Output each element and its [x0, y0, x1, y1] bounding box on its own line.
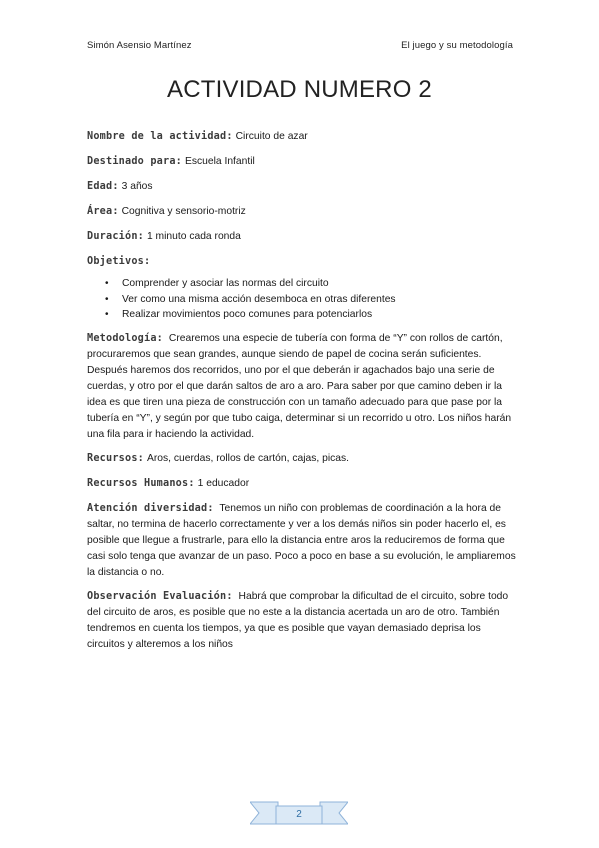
- field-value: Crearemos una especie de tubería con forma de “Y” con rollos de cartón, procuraremos que sean grandes, aunque siendo de papel de cocina serán suficientes. Después haremos dos recorridos, uno por el que deberán ir agachados bajo una serie de cuerdas, y otro por el que darán saltos de aro a aro. Para saber por que camino deben ir la idea es que tiren una pieza de construcción con un tamaño adecuado para que pase por la tubería en “Y”, y según por que tubo caiga, determinar si un recorrido u otro. Los niños harán una fila para ir haciendo la actividad.: [87, 332, 512, 440]
- field-value: Aros, cuerdas, rollos de cartón, cajas, picas.: [146, 452, 349, 464]
- field-value: Escuela Infantil: [184, 156, 255, 167]
- field-label: Metodología:: [87, 332, 164, 344]
- field-label: Área:: [87, 206, 119, 217]
- field-label: Observación Evaluación:: [87, 590, 233, 602]
- field-duracion: [87, 229, 517, 244]
- field-area: [87, 204, 517, 219]
- field-label: Nombre de la actividad:: [87, 131, 233, 142]
- field-recursos: [87, 451, 517, 466]
- objective-text: Comprender y asociar las normas del circuito: [122, 278, 329, 289]
- field-value: Habrá que comprobar la dificultad de el circuito, sobre todo del circuito de aros, es posible que no este a la distancia acertada un aro de otro. También tendremos en cuenta los tiempos, ya que es posible que vayan demasiado deprisa los circuitos y alteremos a los niños: [87, 590, 509, 650]
- list-item: [105, 276, 517, 292]
- field-label: Objetivos:: [87, 256, 151, 267]
- field-recursos-humanos: [87, 476, 517, 491]
- field-label: Recursos Humanos:: [87, 477, 195, 489]
- field-label: Atención diversidad:: [87, 502, 214, 514]
- field-value: 3 años: [121, 181, 153, 192]
- field-atencion-diversidad: [87, 501, 517, 581]
- field-objetivos: [87, 254, 517, 269]
- activity-content: [87, 129, 517, 661]
- field-label: Recursos:: [87, 452, 145, 464]
- bullet-icon: •: [105, 293, 109, 305]
- list-item: [105, 292, 517, 308]
- page-number: 2: [296, 809, 302, 820]
- field-value: Tenemos un niño con problemas de coordinación a la hora de saltar, no termina de hacerlo correctamente y ver a los demás niños sin poder hacerlo el, es posible que llegue a frustrarle, para ello la distancia entre aros la reduciremos de forma que casi solo tenga que avanzar de un paso. Poco a poco en base a su evolución, le ampliaremos la distancia o no.: [87, 502, 516, 578]
- field-value: Circuito de azar: [235, 131, 308, 142]
- field-value: 1 educador: [197, 477, 250, 489]
- field-label: Duración:: [87, 231, 145, 242]
- list-item: [105, 307, 517, 323]
- field-label: Edad:: [87, 181, 119, 192]
- field-edad: [87, 179, 517, 194]
- bullet-icon: •: [105, 278, 109, 289]
- field-label: Destinado para:: [87, 156, 183, 167]
- objective-text: Ver como una misma acción desemboca en otras diferentes: [122, 293, 396, 305]
- objectives-list: [87, 276, 517, 323]
- ribbon-left-tail: [250, 802, 278, 824]
- page-title: ACTIVIDAD NUMERO 2: [167, 76, 432, 103]
- field-value: Cognitiva y sensorio-motriz: [121, 206, 246, 217]
- field-nombre: [87, 129, 517, 144]
- ribbon-right-tail: [320, 802, 348, 824]
- objective-text: Realizar movimientos poco comunes para potenciarlos: [122, 309, 373, 320]
- field-observacion-evaluacion: [87, 589, 517, 653]
- header-subject: El juego y su metodología: [401, 40, 513, 51]
- field-metodologia: [87, 331, 517, 443]
- field-value: 1 minuto cada ronda: [146, 231, 241, 242]
- field-destinado: [87, 154, 517, 169]
- bullet-icon: •: [105, 309, 109, 320]
- header-author: Simón Asensio Martínez: [87, 40, 192, 51]
